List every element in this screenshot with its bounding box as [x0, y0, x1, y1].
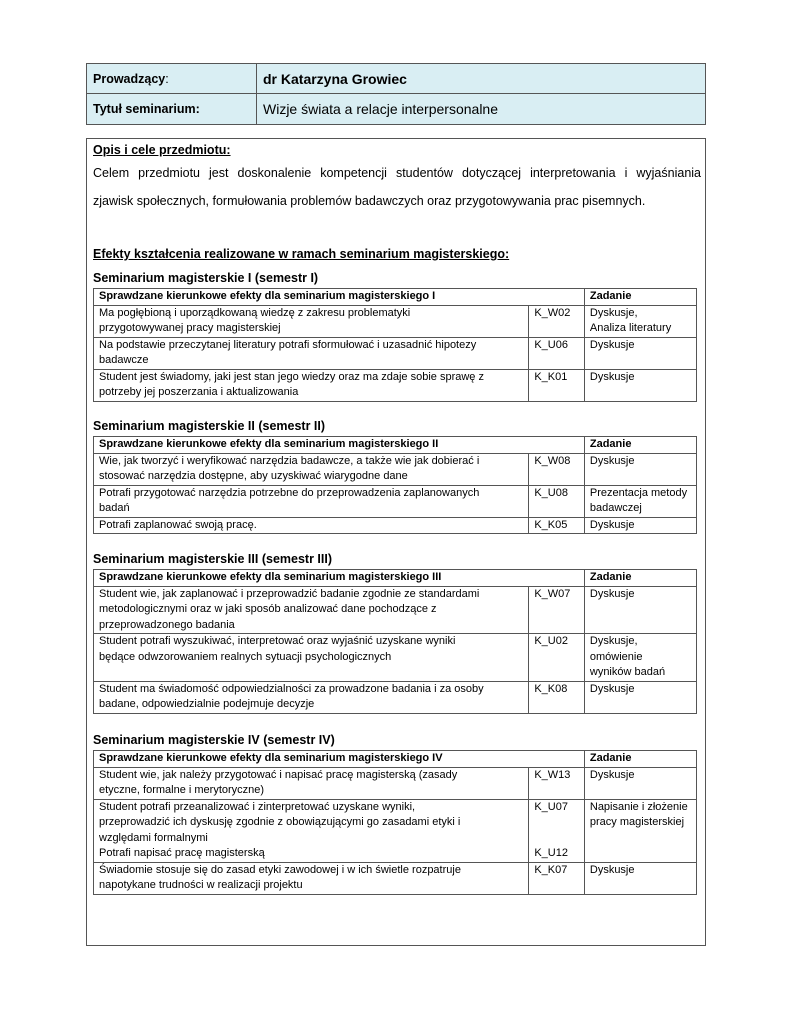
task-line: badawczej: [589, 502, 642, 514]
code-cell: [529, 767, 585, 799]
code-line: K_W02: [534, 306, 571, 319]
task-line: Napisanie i złożenie: [589, 800, 688, 813]
effect-cell: [94, 485, 529, 517]
seminar-table-header: [94, 437, 697, 454]
effect-cell: [94, 517, 529, 534]
task-cell: [584, 485, 696, 517]
opis-title: Opis i cele przedmiotu:: [93, 143, 231, 157]
effect-cell: [94, 453, 529, 485]
code-cell: [529, 485, 585, 517]
code-cell: [529, 369, 585, 401]
task-cell: [584, 681, 696, 713]
effect-line: napotykane trudności w realizacji projektu: [99, 879, 303, 891]
task-line: Dyskusje: [589, 682, 635, 695]
table-row: [94, 453, 697, 485]
task-cell: [584, 767, 696, 799]
effect-line: Potrafi zaplanować swoją pracę.: [99, 518, 257, 531]
header-row-prowadzacy: [87, 64, 706, 94]
code-line: K_W07: [534, 587, 571, 600]
code-cell: [529, 517, 585, 534]
effect-line: Student jest świadomy, jaki jest stan jego wiedzy oraz ma zdaje sobie sprawę z: [99, 370, 484, 383]
code-line: K_K05: [534, 518, 568, 531]
effect-cell: [94, 369, 529, 401]
seminar-table: [93, 436, 697, 534]
effect-line: Ma pogłębioną i uporządkowaną wiedzę z zakresu problematyki: [99, 306, 411, 319]
task-line: Dyskusje: [589, 370, 635, 383]
task-line: Prezentacja metody: [589, 486, 688, 499]
table-row: [94, 485, 697, 517]
code-line: K_U06: [534, 338, 568, 351]
seminar-table: [93, 750, 697, 895]
code-line: [534, 831, 579, 847]
effect-line: Student wie, jak należy przygotować i napisać pracę magisterską (zasady: [99, 768, 458, 781]
tytul-value: Wizje świata a relacje interpersonalne: [257, 94, 706, 125]
effect-cell: [94, 305, 529, 337]
code-cell: [529, 681, 585, 713]
content-box: [86, 138, 706, 946]
opis-line-2: zjawisk społecznych, formułowania problemów badawczych oraz przygotowywania prac pisemnych.: [93, 194, 646, 208]
table-row: [94, 369, 697, 401]
effect-cell: [94, 634, 529, 682]
table-row: [94, 337, 697, 369]
effects-header: Sprawdzane kierunkowe efekty dla seminarium magisterskiego IV: [94, 751, 585, 768]
task-cell: [584, 453, 696, 485]
code-cell: [529, 337, 585, 369]
task-cell: [584, 634, 696, 682]
prowadzacy-colon: :: [165, 71, 169, 86]
code-cell: [529, 453, 585, 485]
task-line: Dyskusje,: [589, 635, 638, 647]
task-cell: [584, 369, 696, 401]
task-cell: [584, 862, 696, 894]
task-cell: [584, 799, 696, 862]
zadanie-header: Zadanie: [584, 437, 696, 454]
code-line: K_W08: [534, 454, 571, 467]
prowadzacy-label: Prowadzący: [93, 71, 166, 86]
effect-line: przeprowadzonego badania: [99, 618, 235, 631]
effect-line: Student wie, jak zaplanować i przeprowadzić badanie zgodnie ze standardami: [99, 587, 480, 600]
effect-line: etyczne, formalne i merytoryczne): [99, 784, 265, 796]
effect-line: potrzeby jej poszerzania i aktualizowania: [99, 386, 299, 398]
effects-header: Sprawdzane kierunkowe efekty dla seminarium magisterskiego II: [94, 437, 585, 454]
table-row: [94, 517, 697, 534]
code-line: K_W13: [534, 768, 571, 781]
effect-line: Potrafi napisać pracę magisterską: [99, 847, 265, 859]
zadanie-header: Zadanie: [584, 289, 696, 306]
task-line: Analiza literatury: [589, 322, 672, 334]
task-cell: [584, 586, 696, 634]
effect-cell: [94, 767, 529, 799]
effect-line: Świadomie stosuje się do zasad etyki zawodowej i w ich świetle rozpatruje: [99, 863, 461, 876]
effect-line: metodologicznymi oraz w jaki sposób analizować dane pochodzące z: [99, 603, 437, 615]
effect-line: Potrafi przygotować narzędzia potrzebne do przeprowadzenia zaplanowanych: [99, 486, 480, 499]
task-cell: [584, 517, 696, 534]
task-line: Dyskusje: [589, 454, 635, 467]
prowadzacy-label-cell: [87, 64, 257, 94]
seminar-table-header: [94, 751, 697, 768]
table-row: [94, 799, 697, 862]
task-cell: [584, 305, 696, 337]
effect-line: Student potrafi wyszukiwać, interpretować oraz wyjaśnić uzyskane wyniki: [99, 635, 456, 647]
opis-line-1: Celem przedmiotu jest doskonalenie kompetencji studentów dotyczącej interpretowania i wyjaśniania: [93, 166, 701, 180]
effects-header: Sprawdzane kierunkowe efekty dla seminarium magisterskiego I: [94, 289, 585, 306]
task-line: pracy magisterskiej: [589, 816, 685, 828]
tytul-label: Tytuł seminarium:: [87, 94, 257, 125]
task-line: Dyskusje: [589, 518, 635, 531]
seminar-table-header: [94, 570, 697, 587]
header-table: [86, 63, 706, 125]
zadanie-header: Zadanie: [584, 751, 696, 768]
effect-line: Wie, jak tworzyć i weryfikować narzędzia badawcze, a także wie jak dobierać i: [99, 454, 480, 467]
effect-line: względami formalnymi: [99, 831, 208, 844]
table-row: [94, 586, 697, 634]
table-row: [94, 862, 697, 894]
code-line: K_U02: [534, 635, 568, 647]
code-line: K_K01: [534, 370, 568, 383]
effect-cell: [94, 681, 529, 713]
efekty-title: Efekty kształcenia realizowane w ramach seminarium magisterskiego:: [93, 247, 510, 261]
task-line: Dyskusje: [589, 338, 635, 351]
task-line: Dyskusje,: [589, 306, 638, 319]
code-line: K_K07: [534, 863, 568, 876]
task-line: omówienie: [589, 650, 643, 663]
effect-line: Na podstawie przeczytanej literatury potrafi sformułować i uzasadnić hipotezy: [99, 338, 477, 351]
effect-line: Student potrafi przeanalizować i zinterpretować uzyskane wyniki,: [99, 800, 416, 813]
task-line: Dyskusje: [589, 768, 635, 781]
effect-cell: [94, 799, 529, 862]
code-line: [534, 815, 579, 831]
effect-cell: [94, 862, 529, 894]
effect-line: będące odwzorowaniem realnych sytuacji psychologicznych: [99, 650, 392, 663]
seminar-table-header: [94, 289, 697, 306]
table-row: [94, 634, 697, 682]
code-cell: [529, 634, 585, 682]
seminar-table: [93, 288, 697, 402]
effect-cell: [94, 337, 529, 369]
task-line: wyników badań: [589, 666, 666, 678]
zadanie-header: Zadanie: [584, 570, 696, 587]
effect-line: przeprowadzić ich dyskusję zgodnie z obowiązującymi go zasadami etyki i: [99, 816, 461, 828]
effect-line: badane, odpowiedzialnie podejmuje decyzje: [99, 698, 315, 710]
code-line: K_U12: [534, 847, 568, 859]
seminar-title: Seminarium magisterskie III (semestr III): [93, 552, 332, 566]
task-line: Dyskusje: [589, 863, 635, 876]
seminar-title: Seminarium magisterskie I (semestr I): [93, 271, 319, 285]
effect-line: przygotowywanej pracy magisterskiej: [99, 322, 281, 334]
seminar-title: Seminarium magisterskie II (semestr II): [93, 419, 326, 433]
code-line: K_U08: [534, 486, 568, 499]
seminar-table: [93, 569, 697, 714]
effect-line: stosować narzędzia dostępne, aby uzyskiwać wiarygodne dane: [99, 470, 408, 482]
effect-line: Student ma świadomość odpowiedzialności za prowadzone badania i za osoby: [99, 682, 484, 695]
table-row: [94, 681, 697, 713]
seminar-title: Seminarium magisterskie IV (semestr IV): [93, 733, 335, 747]
task-cell: [584, 337, 696, 369]
code-cell: [529, 799, 585, 862]
effect-line: badawcze: [99, 354, 149, 366]
effect-cell: [94, 586, 529, 634]
code-cell: [529, 305, 585, 337]
task-line: Dyskusje: [589, 587, 635, 600]
code-cell: [529, 862, 585, 894]
effects-header: Sprawdzane kierunkowe efekty dla seminarium magisterskiego III: [94, 570, 585, 587]
table-row: [94, 305, 697, 337]
effect-line: badań: [99, 502, 130, 514]
code-line: K_K08: [534, 682, 568, 695]
code-line: K_U07: [534, 800, 568, 813]
code-cell: [529, 586, 585, 634]
table-row: [94, 767, 697, 799]
prowadzacy-value: dr Katarzyna Growiec: [257, 64, 706, 94]
header-row-tytul: [87, 94, 706, 125]
